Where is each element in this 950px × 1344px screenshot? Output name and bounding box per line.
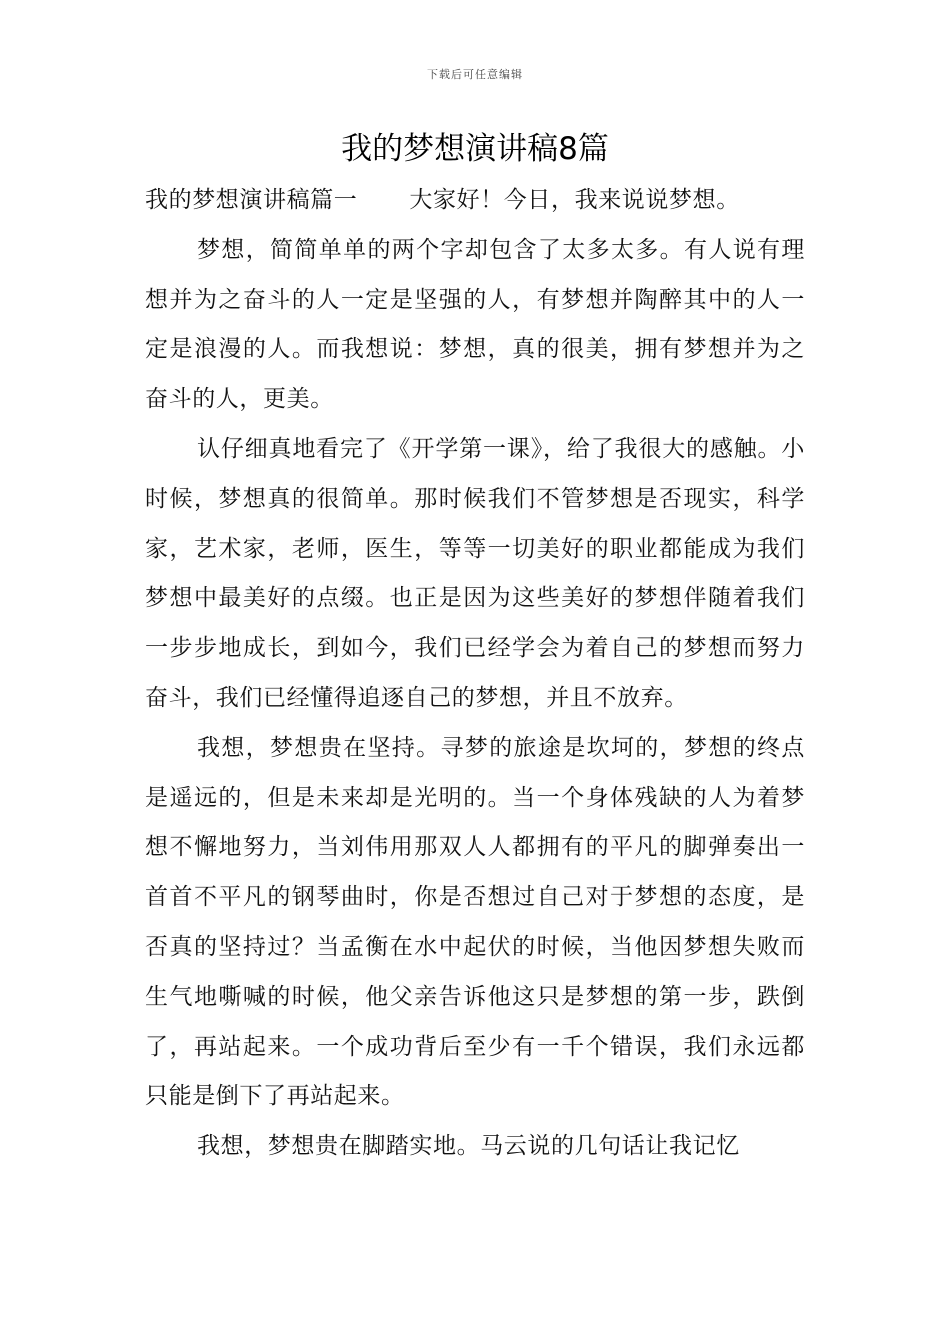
paragraph-3: 我想，梦想贵在坚持。寻梦的旅途是坎坷的，梦想的终点是遥远的，但是未来却是光明的。当一个身体残缺的人为着梦想不懈地努力，当刘伟用那双人人都拥有的平凡的脚弹奏出一首首不平凡的钢琴曲时，你是否想过自己对于梦想的态度，是否真的坚持过？当孟衡在水中起伏的时候，当他因梦想失败而生气地嘶喊的时候，他父亲告诉他这只是梦想的第一步，跌倒了，再站起来。一个成功背后至少有一千个错误，我们永远都只能是倒下了再站起来。 [145, 734, 805, 1110]
greeting-text: 大家好！今日，我来说说梦想。 [409, 187, 740, 213]
intro-line [145, 176, 805, 226]
document-title: 我的梦想演讲稿8篇 [341, 131, 609, 167]
header-note: 下载后可任意编辑 [427, 68, 523, 81]
section-label: 我的梦想演讲稿篇一 [145, 187, 358, 213]
paragraph-2: 认仔细真地看完了《开学第一课》，给了我很大的感触。小时候，梦想真的很简单。那时候我们不管梦想是否现实，科学家，艺术家，老师，医生，等等一切美好的职业都能成为我们梦想中最美好的点缀。也正是因为这些美好的梦想伴随着我们一步步地成长，到如今，我们已经学会为着自己的梦想而努力奋斗，我们已经懂得追逐自己的梦想，并且不放弃。 [145, 435, 805, 711]
paragraph-1: 梦想，简简单单的两个字却包含了太多太多。有人说有理想并为之奋斗的人一定是坚强的人，有梦想并陶醉其中的人一定是浪漫的人。而我想说：梦想，真的很美，拥有梦想并为之奋斗的人，更美。 [145, 236, 805, 413]
paragraph-4: 我想，梦想贵在脚踏实地。马云说的几句话让我记忆 [197, 1133, 740, 1160]
document-body [145, 176, 805, 1172]
